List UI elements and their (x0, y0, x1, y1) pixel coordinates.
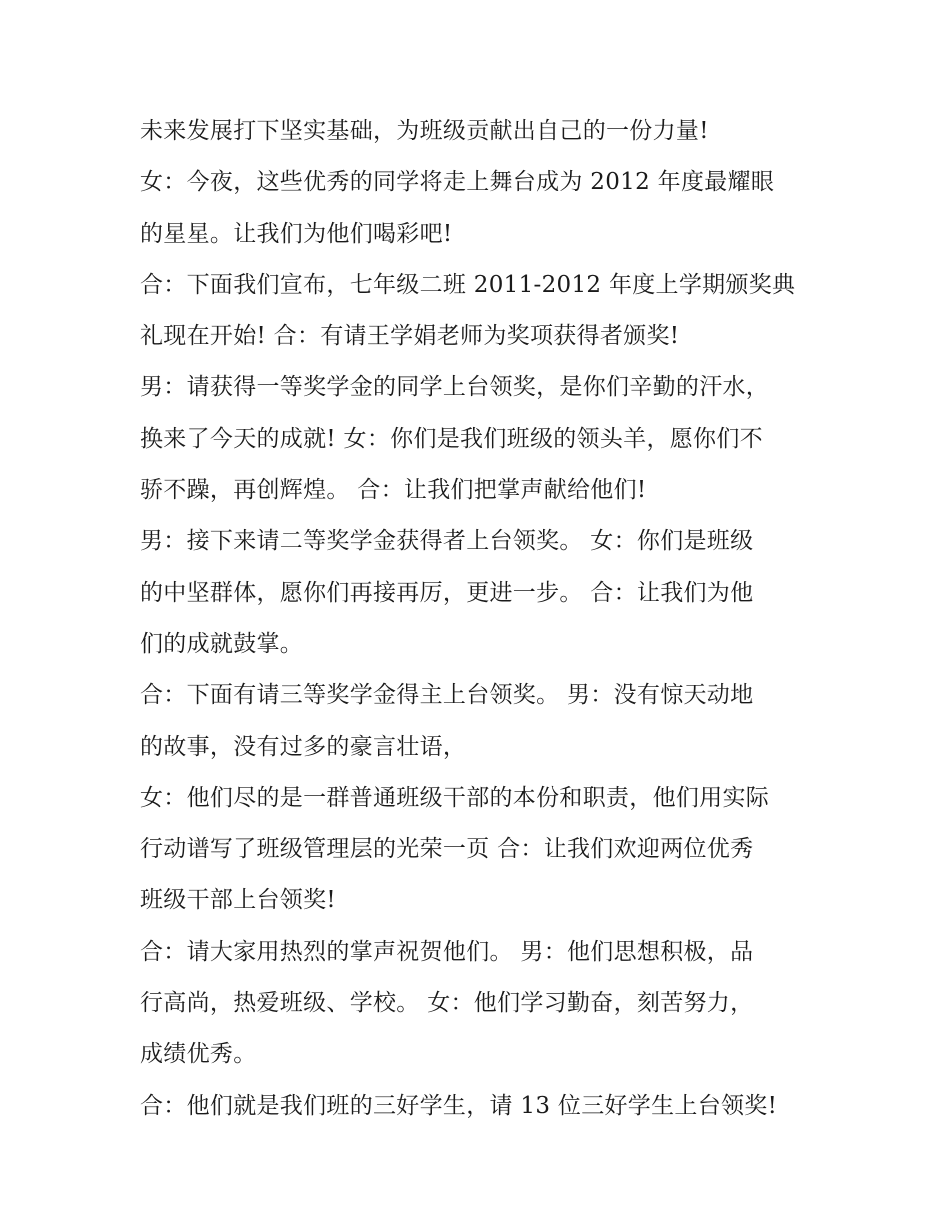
text-line: 男：接下来请二等奖学金获得者上台领奖。 女：你们是班级 (140, 528, 754, 555)
text-line: 礼现在开始! 合：有请王学娟老师为奖项获得者颁奖! (140, 323, 680, 350)
text-line: 合：请大家用热烈的掌声祝贺他们。 男：他们思想积极，品 (140, 938, 754, 965)
text-line: 的故事，没有过多的豪言壮语， (140, 733, 467, 760)
text-line: 未来发展打下坚实基础，为班级贡献出自己的一份力量! (140, 118, 709, 144)
text-line: 骄不躁，再创辉煌。 合：让我们把掌声献给他们! (140, 477, 647, 504)
text-line: 的中坚群体，愿你们再接再厉，更进一步。 合：让我们为他 (140, 579, 754, 606)
text-line: 女：他们尽的是一群普通班级干部的本份和职责，他们用实际 (140, 784, 770, 811)
document-body (140, 106, 830, 1132)
text-line: 合：下面我们宣布，七年级二班 2011-2012 年度上学期颁奖典 (140, 271, 796, 298)
text-line: 班级干部上台领奖! (140, 887, 336, 914)
text-line: 男：请获得一等奖学金的同学上台领奖，是你们辛勤的汗水， (140, 374, 770, 401)
text-line: 女：今夜，这些优秀的同学将走上舞台成为 2012 年度最耀眼 (140, 169, 775, 196)
text-line: 的星星。让我们为他们喝彩吧! (140, 220, 453, 247)
text-line: 合：他们就是我们班的三好学生，请 13 位三好学生上台领奖! (140, 1092, 778, 1119)
text-line: 合：下面有请三等奖学金得主上台领奖。 男：没有惊天动地 (140, 682, 754, 709)
text-line: 行动谱写了班级管理层的光荣一页 合：让我们欢迎两位优秀 (140, 836, 754, 863)
text-line: 行高尚，热爱班级、学校。 女：他们学习勤奋，刻苦努力， (140, 990, 754, 1017)
text-line: 成绩优秀。 (140, 1041, 257, 1068)
text-line: 换来了今天的成就! 女：你们是我们班级的领头羊，愿你们不 (140, 425, 763, 452)
text-line: 们的成就鼓掌。 (140, 630, 304, 657)
